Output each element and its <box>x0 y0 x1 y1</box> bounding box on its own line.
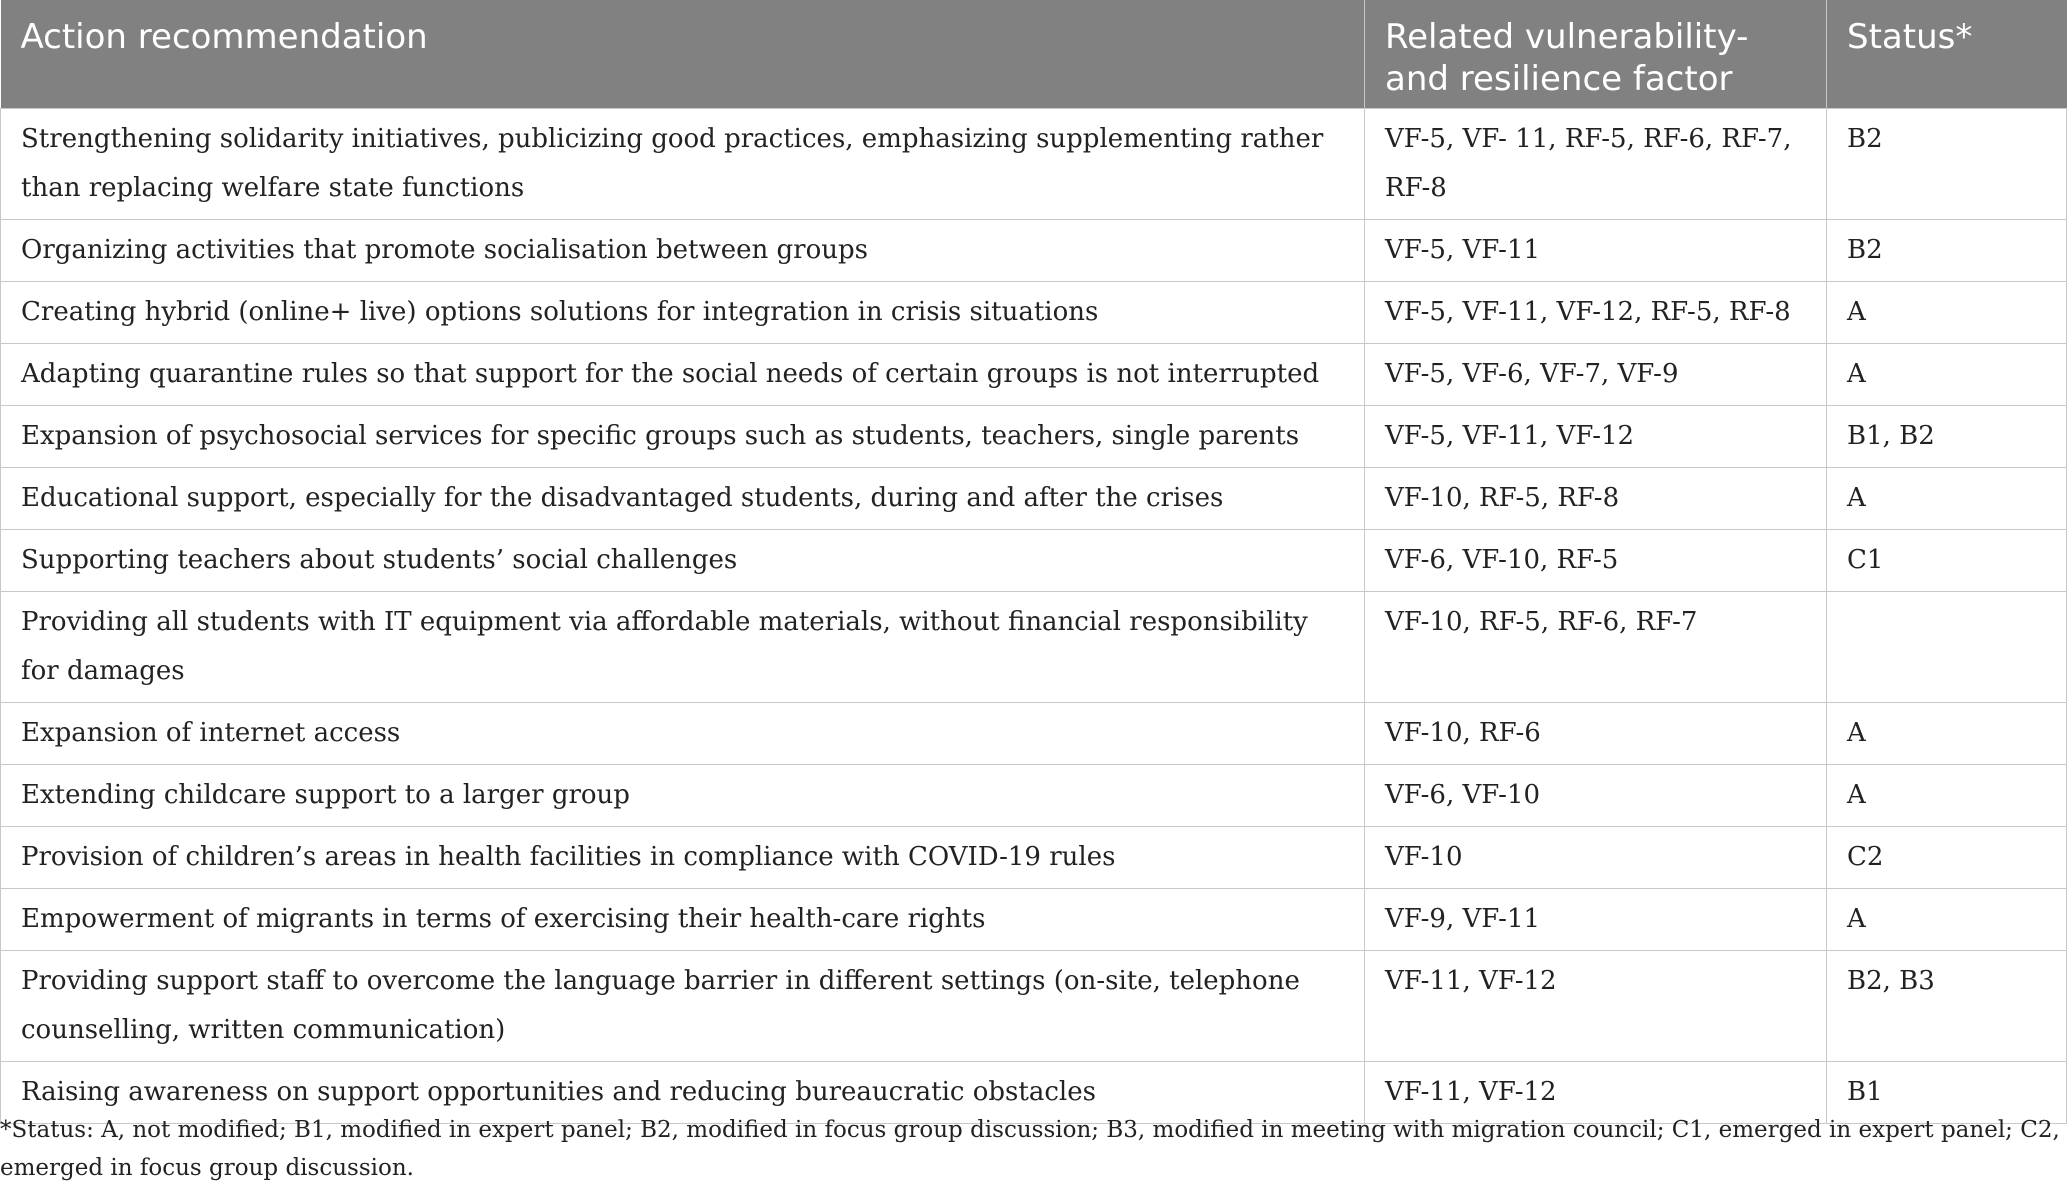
table-row <box>1 827 2067 889</box>
table-body <box>1 109 2067 1124</box>
cell-status: A <box>1827 282 2067 344</box>
table-row <box>1 592 2067 703</box>
table-row <box>1 530 2067 592</box>
cell-action: Raising awareness on support opportunities and reducing bureaucratic obstacles <box>1 1062 1365 1124</box>
header-status: Status* <box>1827 0 2067 109</box>
table-row <box>1 468 2067 530</box>
cell-factor: VF-5, VF-11, VF-12, RF-5, RF-8 <box>1365 282 1827 344</box>
cell-factor: VF-5, VF-11, VF-12 <box>1365 406 1827 468</box>
table-row <box>1 220 2067 282</box>
cell-action: Expansion of psychosocial services for specific groups such as students, teachers, single parents <box>1 406 1365 468</box>
cell-factor: VF-6, VF-10, RF-5 <box>1365 530 1827 592</box>
table-row <box>1 951 2067 1062</box>
cell-action: Educational support, especially for the disadvantaged students, during and after the crises <box>1 468 1365 530</box>
cell-action: Provision of children’s areas in health facilities in compliance with COVID-19 rules <box>1 827 1365 889</box>
cell-factor: VF-5, VF-6, VF-7, VF-9 <box>1365 344 1827 406</box>
cell-action: Providing support staff to overcome the language barrier in different settings (on-site, telephone counselling, written communication) <box>1 951 1365 1062</box>
cell-status: B1, B2 <box>1827 406 2067 468</box>
table-row <box>1 344 2067 406</box>
cell-status: C1 <box>1827 530 2067 592</box>
cell-factor: VF-10, RF-6 <box>1365 703 1827 765</box>
cell-action: Providing all students with IT equipment via affordable materials, without financial responsibility for damages <box>1 592 1365 703</box>
cell-action: Extending childcare support to a larger group <box>1 765 1365 827</box>
cell-factor: VF-11, VF-12 <box>1365 951 1827 1062</box>
cell-action: Adapting quarantine rules so that support for the social needs of certain groups is not interrupted <box>1 344 1365 406</box>
cell-action: Supporting teachers about students’ social challenges <box>1 530 1365 592</box>
table-row <box>1 109 2067 220</box>
cell-action: Organizing activities that promote socialisation between groups <box>1 220 1365 282</box>
table-row <box>1 889 2067 951</box>
cell-status: A <box>1827 765 2067 827</box>
cell-action: Creating hybrid (online+ live) options solutions for integration in crisis situations <box>1 282 1365 344</box>
cell-factor: VF-10, RF-5, RF-8 <box>1365 468 1827 530</box>
cell-action: Empowerment of migrants in terms of exercising their health-care rights <box>1 889 1365 951</box>
table-row <box>1 765 2067 827</box>
table-row <box>1 703 2067 765</box>
cell-action: Expansion of internet access <box>1 703 1365 765</box>
cell-factor: VF-9, VF-11 <box>1365 889 1827 951</box>
cell-status: B2, B3 <box>1827 951 2067 1062</box>
cell-status: A <box>1827 889 2067 951</box>
cell-status: C2 <box>1827 827 2067 889</box>
cell-status: A <box>1827 703 2067 765</box>
cell-status <box>1827 592 2067 703</box>
table-footnote: *Status: A, not modified; B1, modified in expert panel; B2, modified in focus group discussion; B3, modified in meeting with migration council; C1, emerged in expert panel; C2, emerged in focus group discussion. <box>0 1117 2060 1181</box>
cell-factor: VF-5, VF- 11, RF-5, RF-6, RF-7, RF-8 <box>1365 109 1827 220</box>
cell-factor: VF-6, VF-10 <box>1365 765 1827 827</box>
cell-status: B2 <box>1827 109 2067 220</box>
cell-status: A <box>1827 344 2067 406</box>
cell-factor: VF-11, VF-12 <box>1365 1062 1827 1124</box>
cell-factor: VF-10, RF-5, RF-6, RF-7 <box>1365 592 1827 703</box>
header-related-factor: Related vulnerability- and resilience factor <box>1365 0 1827 109</box>
table-header <box>1 0 2067 109</box>
table-row <box>1 406 2067 468</box>
header-row <box>1 0 2067 109</box>
table-row <box>1 282 2067 344</box>
cell-status: A <box>1827 468 2067 530</box>
cell-factor: VF-10 <box>1365 827 1827 889</box>
cell-status: B1 <box>1827 1062 2067 1124</box>
cell-action: Strengthening solidarity initiatives, publicizing good practices, emphasizing supplementing rather than replacing welfare state functions <box>1 109 1365 220</box>
cell-factor: VF-5, VF-11 <box>1365 220 1827 282</box>
cell-status: B2 <box>1827 220 2067 282</box>
header-action-recommendation: Action recommendation <box>1 0 1365 109</box>
